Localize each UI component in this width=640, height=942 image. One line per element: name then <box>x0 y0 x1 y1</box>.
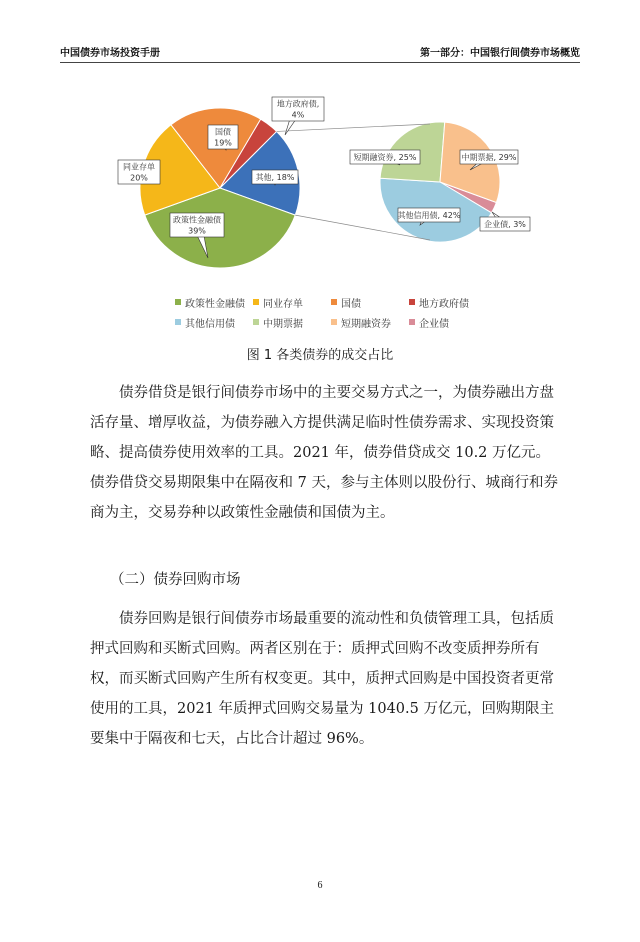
data-label <box>252 170 298 185</box>
label-text: 39% <box>188 226 206 236</box>
legend-label: 中期票据 <box>263 318 303 330</box>
label-text: 国债 <box>215 127 231 137</box>
running-header-right: 第一部分：中国银行间债券市场概览 <box>420 48 580 59</box>
data-label <box>208 125 238 150</box>
label-text: 其他信用债, 42% <box>397 211 461 220</box>
legend-label: 政策性金融债 <box>185 298 245 310</box>
label-text: 政策性金融债 <box>173 215 221 225</box>
connector-line-top <box>277 124 430 131</box>
legend-item-enterprise <box>409 315 487 330</box>
legend-label: 短期融资券 <box>341 318 391 330</box>
legend-item-other-credit <box>175 315 253 330</box>
legend-label: 地方政府债 <box>419 298 469 310</box>
bond-trading-share-chart <box>0 80 640 280</box>
page-number: 6 <box>317 880 323 891</box>
label-text: 4% <box>291 110 305 120</box>
legend-item-local-gov <box>409 295 487 310</box>
legend-swatch <box>409 299 415 305</box>
label-text: 20% <box>130 173 148 183</box>
label-text: 短期融资券, 25% <box>353 153 417 162</box>
legend-swatch <box>253 319 259 325</box>
legend-label: 其他信用债 <box>185 318 235 330</box>
chart-legend <box>175 292 495 332</box>
legend-swatch <box>253 299 259 305</box>
legend-swatch <box>409 319 415 325</box>
header-divider <box>60 62 580 63</box>
data-label <box>118 160 160 184</box>
legend-item-mtn <box>253 315 331 330</box>
label-text: 地方政府债, <box>276 99 320 109</box>
legend-item-cp <box>331 315 409 330</box>
paragraph-repo-market: 债券回购是银行间债券市场最重要的流动性和负债管理工具，包括质押式回购和买断式回购。两者区别在于：质押式回购不改变质押券所有权，而买断式回购产生所有权变更。其中，质押式回购是中国投资者更常使用的工具，2021 年质押式回购交易量为 1040.5 万亿元，回购期限主要集中于隔夜和七天，占比合计超过 96%。 <box>90 611 554 747</box>
label-text: 其他, 18% <box>255 173 295 182</box>
legend-swatch <box>331 319 337 325</box>
data-label <box>350 150 420 165</box>
label-text: 企业债, 3% <box>484 220 526 229</box>
legend-item-ncd <box>253 295 331 310</box>
legend-item-treasury <box>331 295 409 310</box>
figure-caption: 图 1 各类债券的成交占比 <box>246 348 394 363</box>
legend-swatch <box>175 299 181 305</box>
section-heading: （二）债券回购市场 <box>110 572 241 588</box>
legend-label: 企业债 <box>419 318 449 330</box>
legend-row-2 <box>175 312 495 332</box>
legend-item-policy-bank-bond <box>175 295 253 310</box>
running-header-left: 中国债券市场投资手册 <box>60 48 160 59</box>
legend-row-1 <box>175 292 495 312</box>
legend-label: 同业存单 <box>263 298 303 310</box>
paragraph-bond-lending: 债券借贷是银行间债券市场中的主要交易方式之一，为债券融出方盘活存量、增厚收益，为债券融入方提供满足临时性债券需求、实现投资策略、提高债券使用效率的工具。2021 年，债券借贷成交 10.2 万亿元。债券借贷交易期限集中在隔夜和 7 天，参与主体则以股份行、城商行和券商为主，交易券种以政策性金融债和国债为主。 <box>90 385 558 521</box>
legend-swatch <box>175 319 181 325</box>
label-text: 中期票据, 29% <box>461 153 517 162</box>
legend-swatch <box>331 299 337 305</box>
label-text: 19% <box>214 138 232 148</box>
legend-label: 国债 <box>341 298 361 310</box>
label-text: 同业存单 <box>123 162 155 172</box>
